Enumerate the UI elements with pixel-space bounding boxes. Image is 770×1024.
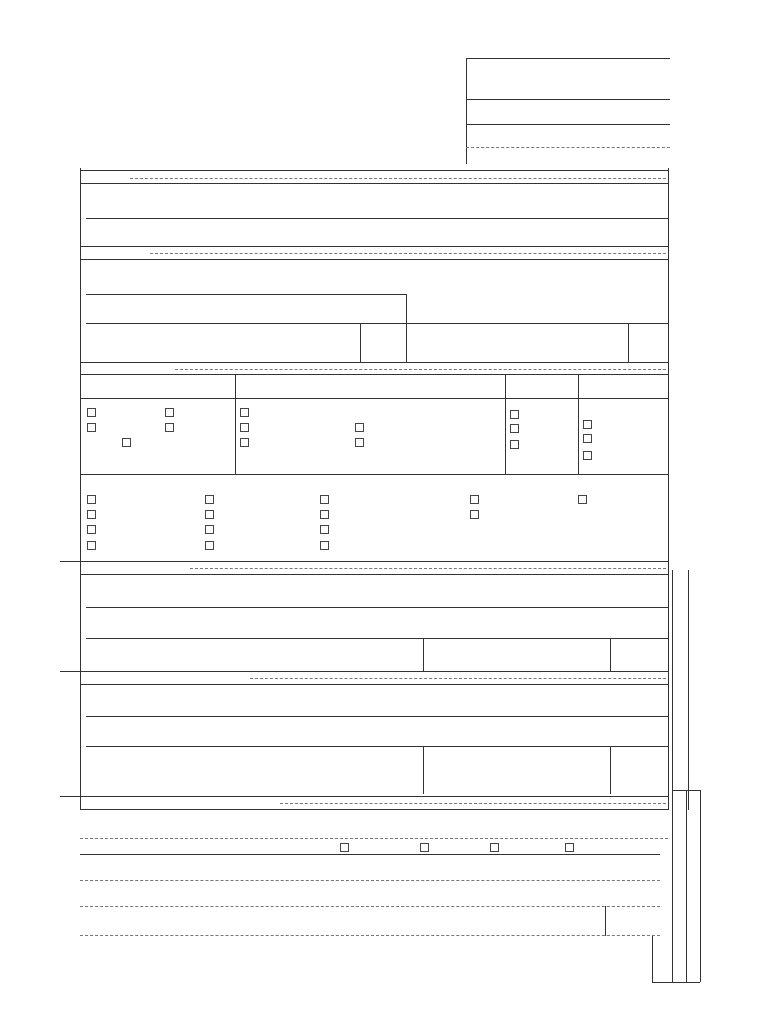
status-preservation[interactable]: [510, 440, 522, 449]
cat-building[interactable]: [165, 408, 177, 417]
survey-local[interactable]: [565, 843, 577, 852]
survey-state[interactable]: [420, 843, 432, 852]
cat-district[interactable]: [87, 408, 99, 417]
access-unrestricted[interactable]: [583, 434, 595, 443]
own-private[interactable]: [240, 423, 252, 432]
use-religious[interactable]: [320, 525, 332, 534]
survey-county[interactable]: [490, 843, 502, 852]
use-entertainment[interactable]: [87, 541, 99, 550]
use-commercial[interactable]: [87, 510, 99, 519]
cat-object[interactable]: [122, 438, 134, 447]
access-no[interactable]: [583, 451, 595, 460]
own-public[interactable]: [240, 408, 252, 417]
use-museum[interactable]: [205, 541, 217, 550]
access-restricted[interactable]: [583, 420, 595, 429]
use-private-residence[interactable]: [320, 510, 332, 519]
use-industrial[interactable]: [205, 510, 217, 519]
use-agricultural[interactable]: [87, 495, 99, 504]
own-both[interactable]: [240, 438, 252, 447]
use-other[interactable]: [470, 510, 482, 519]
use-educational[interactable]: [87, 525, 99, 534]
cat-site[interactable]: [87, 423, 99, 432]
use-military[interactable]: [205, 525, 217, 534]
status-unoccupied[interactable]: [510, 424, 522, 433]
use-park[interactable]: [320, 495, 332, 504]
use-government[interactable]: [205, 495, 217, 504]
cat-structure[interactable]: [165, 423, 177, 432]
status-occupied[interactable]: [510, 410, 522, 419]
use-scientific[interactable]: [320, 541, 332, 550]
acq-in-process[interactable]: [355, 423, 367, 432]
use-comments[interactable]: [578, 495, 590, 504]
use-transportation[interactable]: [470, 495, 482, 504]
survey-federal[interactable]: [340, 843, 352, 852]
acq-being-considered[interactable]: [355, 438, 367, 447]
